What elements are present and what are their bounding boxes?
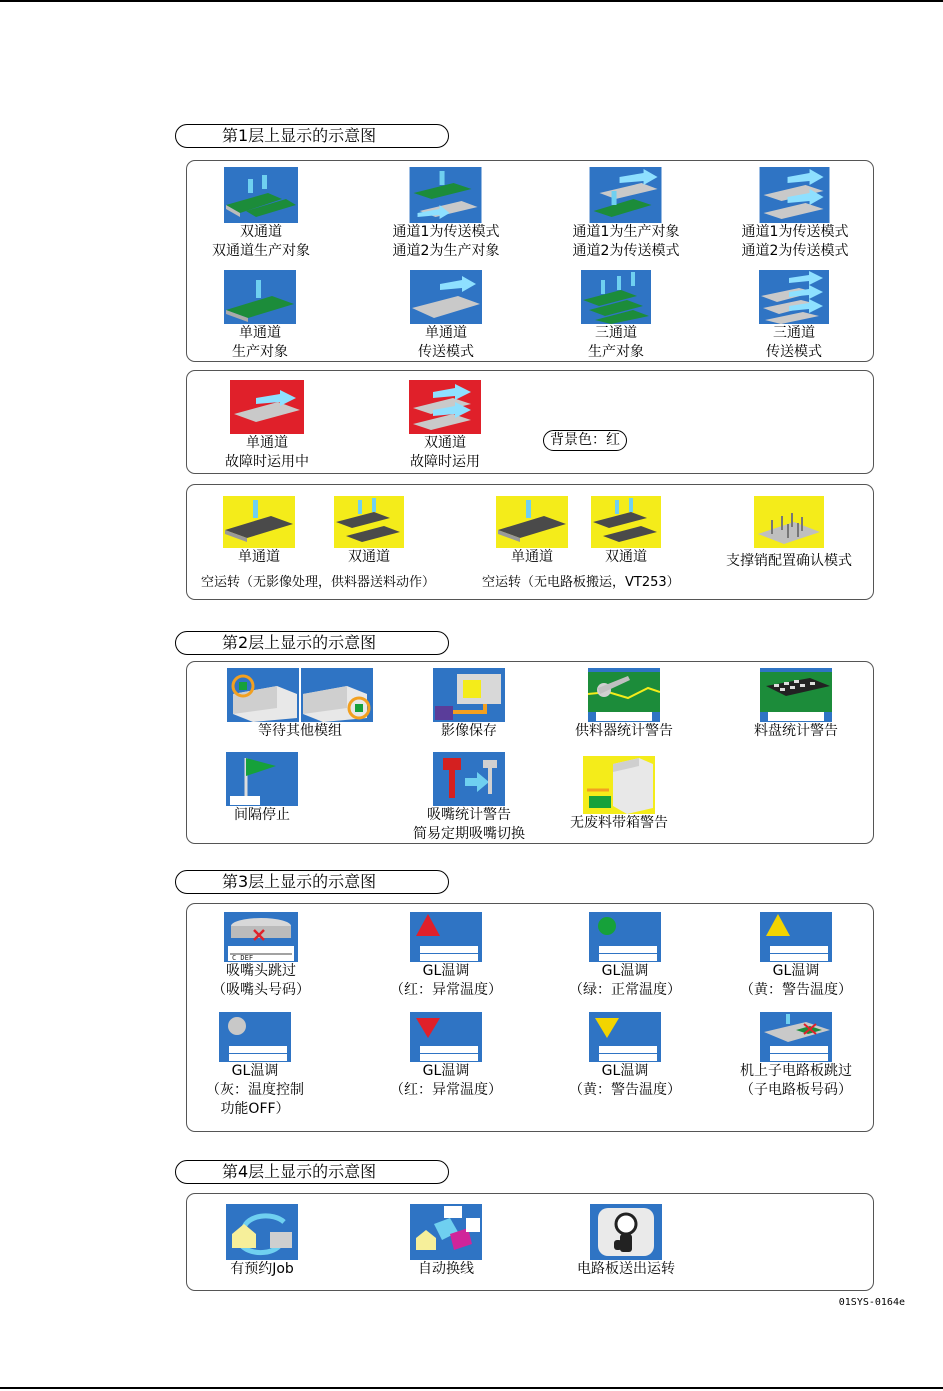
triple-lane-transfer-icon: [759, 270, 829, 324]
lane1-transfer-lane2-production-icon: [410, 167, 482, 223]
caption-line2: 传送模式: [766, 344, 822, 360]
icon-item-single-lane-production: [224, 270, 296, 362]
dual-lane-error-icon: [409, 380, 481, 434]
flag-icon: [226, 752, 298, 806]
lane1-production-lane2-transfer-icon: [590, 167, 662, 223]
caption-line1: 等待其他模组: [258, 723, 342, 739]
triple-lane-production-icon: [581, 270, 651, 324]
caption-line1: 无废料带箱警告: [570, 815, 668, 831]
green-circle-icon: [589, 912, 661, 962]
caption-line1: GL温调: [601, 963, 649, 979]
caption-line2: （红：异常温度）: [390, 1082, 502, 1098]
icon-item-gl-temp-red: [390, 912, 502, 1000]
caption-line2: 双通道生产对象: [212, 243, 310, 259]
caption-line2: 简易定期吸嘴切换: [413, 826, 525, 842]
icon-item-gl-temp-yellow: [740, 912, 852, 1000]
dry-dual-lane-icon: [334, 496, 404, 548]
caption-line2: 生产对象: [588, 344, 644, 360]
reserved-job-icon: [226, 1204, 298, 1260]
caption-line1: GL温调: [772, 963, 820, 979]
caption-line2: （子电路板号码）: [740, 1082, 852, 1098]
caption-line1: 料盘统计警告: [754, 723, 838, 739]
caption-line1: 单通道: [238, 549, 280, 565]
caption-line1: 电路板送出运转: [577, 1261, 675, 1277]
icon-item-support-pin-check: [726, 496, 852, 571]
section-header-layer1: 第1层上显示的示意图: [175, 124, 449, 148]
caption-line1: 单通道: [239, 325, 281, 341]
figure-code: 01SYS-0164e: [838, 1297, 905, 1308]
icon-item-gl-temp-gray: [206, 1012, 304, 1119]
icon-item-auto-changeover: [410, 1204, 482, 1279]
caption-line3: 功能OFF）: [220, 1101, 290, 1117]
icon-item-interval-stop: [226, 752, 298, 825]
head-skip-icon: [224, 912, 298, 962]
caption-line1: 单通道: [246, 435, 288, 451]
icon-item-nozzle-head-skip: [212, 912, 310, 1000]
section-header-layer3: 第3层上显示的示意图: [175, 870, 449, 894]
yellow-triangle-down-icon: [589, 1012, 661, 1062]
icon-item-single-lane-error: [225, 380, 309, 472]
icon-item-reserved-job: [226, 1204, 298, 1279]
dry-dual-lane-icon: [591, 496, 661, 548]
icon-item-dry-single-2: [496, 496, 568, 567]
sub-board-skip-icon: [760, 1012, 832, 1062]
background-color-note: 背景色：红: [543, 430, 627, 451]
head-skip-icon-text: C DEF: [232, 954, 254, 962]
icon-item-dual-lane-production: [212, 167, 310, 261]
dual-lane-production-icon: [224, 167, 298, 223]
caption-line2: （红：异常温度）: [390, 982, 502, 998]
both-lanes-transfer-icon: [760, 167, 830, 223]
caption-line1: 机上子电路板跳过: [740, 1063, 852, 1079]
caption-line1: 双通道: [348, 549, 390, 565]
caption-line1: GL温调: [601, 1063, 649, 1079]
icon-item-gl-temp-green: [569, 912, 681, 1000]
caption-line1: 间隔停止: [234, 807, 290, 823]
caption-line1: 三通道: [595, 325, 637, 341]
caption-line2: （吸嘴头号码）: [212, 982, 310, 998]
caption-line1: 通道1为生产对象: [572, 224, 680, 240]
dry-single-lane-icon: [223, 496, 295, 548]
waste-box-icon: [583, 756, 655, 814]
icon-item-single-lane-transfer: [410, 270, 482, 362]
caption-line1: 供料器统计警告: [575, 723, 673, 739]
caption-line1: GL温调: [231, 1063, 279, 1079]
caption-line2: （绿：正常温度）: [569, 982, 681, 998]
section-header-layer4: 第4层上显示的示意图: [175, 1160, 449, 1184]
module-wait-icon: [301, 668, 373, 722]
single-lane-transfer-icon: [410, 270, 482, 324]
icon-item-image-save: [433, 668, 505, 741]
caption-line1: 影像保存: [441, 723, 497, 739]
tray-stat-icon: [760, 668, 832, 722]
icon-item-nozzle-stat-warning: [413, 752, 525, 844]
icon-item-dual-lane-error: [409, 380, 481, 472]
caption-line1: 三通道: [773, 325, 815, 341]
caption-line1: 双通道: [424, 435, 466, 451]
caption-line2: （黄：警告温度）: [569, 1082, 681, 1098]
single-lane-production-icon: [224, 270, 296, 324]
icon-item-gl-temp-red-down: [390, 1012, 502, 1100]
dry-run-note-1: 空运转（无影像处理，供料器送料动作）: [201, 575, 436, 590]
red-triangle-up-icon: [410, 912, 482, 962]
caption-line1: 吸嘴头跳过: [226, 963, 296, 979]
icon-item-dry-dual-2: [591, 496, 661, 567]
auto-changeover-icon: [410, 1204, 482, 1260]
icon-item-dry-single-1: [223, 496, 295, 567]
caption-line2: （黄：警告温度）: [740, 982, 852, 998]
top-rule: [0, 0, 943, 2]
caption-line2: 通道2为传送模式: [572, 243, 680, 259]
caption-line1: 有预约Job: [230, 1261, 294, 1277]
icon-item-lane1-transfer-lane2-production: [393, 167, 500, 261]
support-pin-label: 支撑销配置确认模式: [726, 553, 852, 569]
caption-line1: 吸嘴统计警告: [427, 807, 511, 823]
caption-line2: 故障时运用: [410, 454, 480, 470]
icon-item-triple-lane-production: [581, 270, 651, 362]
caption-line1: 自动换线: [418, 1261, 474, 1277]
caption-line1: 双通道: [605, 549, 647, 565]
caption-line2: 传送模式: [418, 344, 474, 360]
caption-line2: 通道2为传送模式: [741, 243, 849, 259]
caption-line2: 通道2为生产对象: [392, 243, 500, 259]
caption-line1: 双通道: [240, 224, 282, 240]
module-wait-icon: [227, 668, 299, 722]
red-triangle-down-icon: [410, 1012, 482, 1062]
caption-line1: GL温调: [422, 963, 470, 979]
dry-single-lane-icon: [496, 496, 568, 548]
dry-run-note-2: 空运转（无电路板搬运，VT253）: [482, 575, 680, 590]
support-pin-icon: [754, 496, 824, 548]
feeder-stat-icon: [588, 668, 660, 722]
icon-item-wait-other-module: [227, 668, 373, 741]
icon-item-board-out-run: [577, 1204, 675, 1279]
board-out-run-icon: [590, 1204, 662, 1260]
nozzle-change-icon: [433, 752, 505, 806]
caption-line1: GL温调: [422, 1063, 470, 1079]
wait-other-module-icon-group: [227, 668, 373, 722]
icon-item-feeder-stat-warning: [575, 668, 673, 741]
caption-line1: 通道1为传送模式: [741, 224, 849, 240]
icon-item-tray-stat-warning: [754, 668, 838, 741]
icon-item-sub-board-skip: [740, 1012, 852, 1100]
caption-line1: 单通道: [425, 325, 467, 341]
single-lane-error-icon: [230, 380, 304, 434]
icon-item-triple-lane-transfer: [759, 270, 829, 362]
image-save-icon: [433, 668, 505, 722]
caption-line1: 通道1为传送模式: [392, 224, 500, 240]
caption-line2: （灰：温度控制: [206, 1082, 304, 1098]
icon-item-both-lanes-transfer: [742, 167, 849, 261]
gray-circle-icon: [219, 1012, 291, 1062]
icon-item-lane1-production-lane2-transfer: [573, 167, 680, 261]
caption-line1: 单通道: [511, 549, 553, 565]
icon-item-dry-dual-1: [334, 496, 404, 567]
caption-line2: 故障时运用中: [225, 454, 309, 470]
section-header-layer2: 第2层上显示的示意图: [175, 631, 449, 655]
icon-item-gl-temp-yellow-down: [569, 1012, 681, 1100]
yellow-triangle-up-icon: [760, 912, 832, 962]
icon-item-no-waste-box-warning: [570, 756, 668, 833]
bottom-rule: [0, 1387, 943, 1389]
caption-line2: 生产对象: [232, 344, 288, 360]
